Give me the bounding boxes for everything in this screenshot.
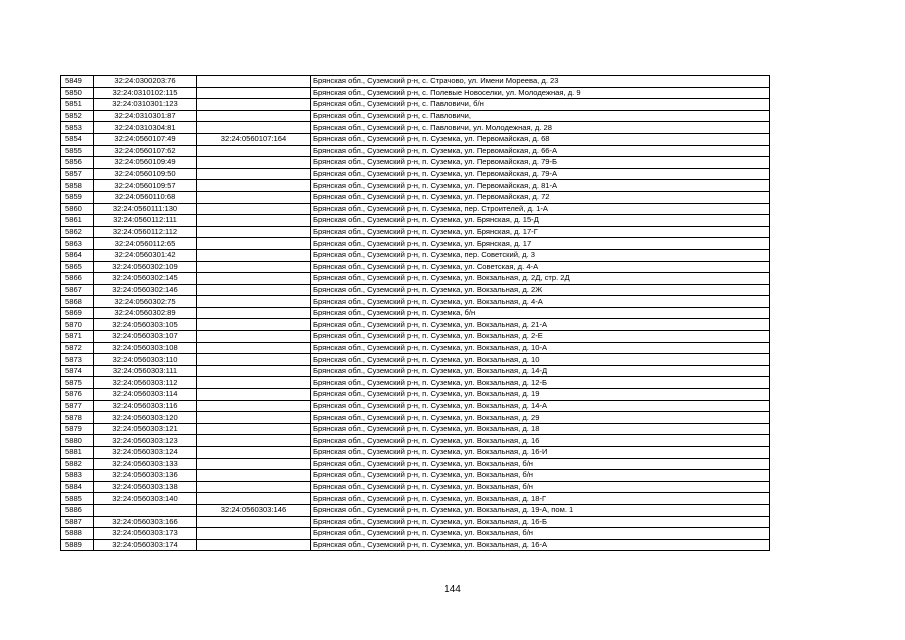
- address-cell: Брянская обл., Суземский р-н, п. Суземка, ул. Вокзальная, д. 21-А: [311, 319, 770, 331]
- cadastral-number-cell: 32:24:0560109:49: [94, 157, 197, 169]
- address-cell: Брянская обл., Суземский р-н, п. Суземка, ул. Вокзальная, д. 16: [311, 435, 770, 447]
- related-cadastral-number-cell: [197, 168, 311, 180]
- row-number-cell: 5876: [61, 389, 94, 401]
- table-row: [61, 284, 770, 296]
- related-cadastral-number-cell: [197, 122, 311, 134]
- related-cadastral-number-cell: [197, 191, 311, 203]
- table-row: [61, 87, 770, 99]
- row-number-cell: 5855: [61, 145, 94, 157]
- cadastral-number-cell: 32:24:0560302:75: [94, 296, 197, 308]
- table-row: [61, 145, 770, 157]
- address-cell: Брянская обл., Суземский р-н, п. Суземка, ул. Вокзальная, д. 2-Е: [311, 331, 770, 343]
- row-number-cell: 5859: [61, 191, 94, 203]
- related-cadastral-number-cell: [197, 447, 311, 459]
- cadastral-number-cell: 32:24:0560303:107: [94, 331, 197, 343]
- cadastral-number-cell: 32:24:0560303:108: [94, 342, 197, 354]
- address-cell: Брянская обл., Суземский р-н, п. Суземка, б/н: [311, 307, 770, 319]
- related-cadastral-number-cell: [197, 458, 311, 470]
- row-number-cell: 5867: [61, 284, 94, 296]
- table-row: [61, 528, 770, 540]
- table-row: [61, 157, 770, 169]
- cadastral-number-cell: 32:24:0310301:123: [94, 99, 197, 111]
- table-row: [61, 504, 770, 516]
- address-cell: Брянская обл., Суземский р-н, с. Страчово, ул. Имени Мореева, д. 23: [311, 76, 770, 88]
- related-cadastral-number-cell: [197, 215, 311, 227]
- cadastral-number-cell: 32:24:0560109:50: [94, 168, 197, 180]
- related-cadastral-number-cell: [197, 493, 311, 505]
- row-number-cell: 5886: [61, 504, 94, 516]
- row-number-cell: 5871: [61, 331, 94, 343]
- related-cadastral-number-cell: [197, 528, 311, 540]
- related-cadastral-number-cell: [197, 470, 311, 482]
- row-number-cell: 5861: [61, 215, 94, 227]
- cadastral-number-cell: 32:24:0560303:110: [94, 354, 197, 366]
- related-cadastral-number-cell: [197, 365, 311, 377]
- address-cell: Брянская обл., Суземский р-н, п. Суземка, ул. Вокзальная, д. 29: [311, 412, 770, 424]
- row-number-cell: 5862: [61, 226, 94, 238]
- table-row: [61, 342, 770, 354]
- row-number-cell: 5851: [61, 99, 94, 111]
- row-number-cell: 5874: [61, 365, 94, 377]
- related-cadastral-number-cell: [197, 331, 311, 343]
- table-row: [61, 389, 770, 401]
- address-cell: Брянская обл., Суземский р-н, п. Суземка, ул. Советская, д. 4-А: [311, 261, 770, 273]
- table-row: [61, 307, 770, 319]
- address-cell: Брянская обл., Суземский р-н, п. Суземка, ул. Первомайская, д. 79-Б: [311, 157, 770, 169]
- cadastral-number-cell: 32:24:0560303:111: [94, 365, 197, 377]
- row-number-cell: 5863: [61, 238, 94, 250]
- row-number-cell: 5884: [61, 481, 94, 493]
- related-cadastral-number-cell: [197, 76, 311, 88]
- address-cell: Брянская обл., Суземский р-н, п. Суземка, ул. Вокзальная, д. 16-Б: [311, 516, 770, 528]
- address-cell: Брянская обл., Суземский р-н, п. Суземка, ул. Вокзальная, д. 14-Д: [311, 365, 770, 377]
- cadastral-number-cell: 32:24:0560303:123: [94, 435, 197, 447]
- related-cadastral-number-cell: 32:24:0560303:146: [197, 504, 311, 516]
- related-cadastral-number-cell: [197, 539, 311, 551]
- related-cadastral-number-cell: [197, 110, 311, 122]
- address-cell: Брянская обл., Суземский р-н, с. Полевые Новоселки, ул. Молодежная, д. 9: [311, 87, 770, 99]
- table-row: [61, 273, 770, 285]
- related-cadastral-number-cell: [197, 284, 311, 296]
- table-row: [61, 539, 770, 551]
- cadastral-number-cell: 32:24:0560112:111: [94, 215, 197, 227]
- address-cell: Брянская обл., Суземский р-н, с. Павловичи, ул. Молодежная, д. 28: [311, 122, 770, 134]
- address-cell: Брянская обл., Суземский р-н, п. Суземка, ул. Брянская, д. 15-Д: [311, 215, 770, 227]
- row-number-cell: 5858: [61, 180, 94, 192]
- address-cell: Брянская обл., Суземский р-н, п. Суземка, ул. Вокзальная, д. 18: [311, 423, 770, 435]
- table-row: [61, 516, 770, 528]
- related-cadastral-number-cell: [197, 377, 311, 389]
- address-cell: Брянская обл., Суземский р-н, п. Суземка, ул. Вокзальная, б/н: [311, 481, 770, 493]
- registry-table-body: [61, 76, 770, 551]
- row-number-cell: 5869: [61, 307, 94, 319]
- cadastral-number-cell: 32:24:0560303:116: [94, 400, 197, 412]
- cadastral-number-cell: 32:24:0310304:81: [94, 122, 197, 134]
- address-cell: Брянская обл., Суземский р-н, п. Суземка, ул. Вокзальная, д. 4-А: [311, 296, 770, 308]
- row-number-cell: 5881: [61, 447, 94, 459]
- address-cell: Брянская обл., Суземский р-н, п. Суземка, ул. Первомайская, д. 79-А: [311, 168, 770, 180]
- address-cell: Брянская обл., Суземский р-н, с. Павловичи,: [311, 110, 770, 122]
- row-number-cell: 5878: [61, 412, 94, 424]
- related-cadastral-number-cell: [197, 435, 311, 447]
- address-cell: Брянская обл., Суземский р-н, п. Суземка, ул. Вокзальная, д. 19: [311, 389, 770, 401]
- cadastral-number-cell: 32:24:0560303:124: [94, 447, 197, 459]
- table-row: [61, 377, 770, 389]
- related-cadastral-number-cell: [197, 261, 311, 273]
- cadastral-number-cell: 32:24:0560303:166: [94, 516, 197, 528]
- related-cadastral-number-cell: [197, 238, 311, 250]
- row-number-cell: 5853: [61, 122, 94, 134]
- related-cadastral-number-cell: [197, 400, 311, 412]
- cadastral-number-cell: 32:24:0560303:140: [94, 493, 197, 505]
- related-cadastral-number-cell: 32:24:0560107:164: [197, 133, 311, 145]
- related-cadastral-number-cell: [197, 481, 311, 493]
- related-cadastral-number-cell: [197, 145, 311, 157]
- cadastral-number-cell: 32:24:0560303:121: [94, 423, 197, 435]
- table-row: [61, 296, 770, 308]
- address-cell: Брянская обл., Суземский р-н, п. Суземка, ул. Вокзальная, б/н: [311, 470, 770, 482]
- row-number-cell: 5873: [61, 354, 94, 366]
- row-number-cell: 5888: [61, 528, 94, 540]
- related-cadastral-number-cell: [197, 87, 311, 99]
- cadastral-number-cell: [94, 504, 197, 516]
- cadastral-number-cell: 32:24:0560303:138: [94, 481, 197, 493]
- address-cell: Брянская обл., Суземский р-н, п. Суземка, ул. Вокзальная, д. 2Ж: [311, 284, 770, 296]
- table-row: [61, 423, 770, 435]
- address-cell: Брянская обл., Суземский р-н, с. Павловичи, б/н: [311, 99, 770, 111]
- address-cell: Брянская обл., Суземский р-н, п. Суземка, ул. Вокзальная, б/н: [311, 528, 770, 540]
- cadastral-number-cell: 32:24:0560111:130: [94, 203, 197, 215]
- cadastral-number-cell: 32:24:0560110:68: [94, 191, 197, 203]
- address-cell: Брянская обл., Суземский р-н, п. Суземка, ул. Первомайская, д. 66-А: [311, 145, 770, 157]
- table-row: [61, 76, 770, 88]
- related-cadastral-number-cell: [197, 412, 311, 424]
- table-row: [61, 412, 770, 424]
- related-cadastral-number-cell: [197, 249, 311, 261]
- table-row: [61, 331, 770, 343]
- related-cadastral-number-cell: [197, 157, 311, 169]
- table-row: [61, 203, 770, 215]
- address-cell: Брянская обл., Суземский р-н, п. Суземка, ул. Первомайская, д. 68: [311, 133, 770, 145]
- cadastral-number-cell: 32:24:0560303:174: [94, 539, 197, 551]
- table-row: [61, 238, 770, 250]
- cadastral-number-cell: 32:24:0560302:109: [94, 261, 197, 273]
- table-row: [61, 122, 770, 134]
- cadastral-number-cell: 32:24:0560302:145: [94, 273, 197, 285]
- cadastral-number-cell: 32:24:0560109:57: [94, 180, 197, 192]
- cadastral-number-cell: 32:24:0560302:146: [94, 284, 197, 296]
- row-number-cell: 5883: [61, 470, 94, 482]
- cadastral-number-cell: 32:24:0310102:115: [94, 87, 197, 99]
- table-row: [61, 261, 770, 273]
- related-cadastral-number-cell: [197, 180, 311, 192]
- table-row: [61, 249, 770, 261]
- cadastral-number-cell: 32:24:0560107:62: [94, 145, 197, 157]
- row-number-cell: 5865: [61, 261, 94, 273]
- row-number-cell: 5880: [61, 435, 94, 447]
- table-row: [61, 226, 770, 238]
- table-row: [61, 493, 770, 505]
- related-cadastral-number-cell: [197, 389, 311, 401]
- row-number-cell: 5850: [61, 87, 94, 99]
- table-row: [61, 99, 770, 111]
- row-number-cell: 5849: [61, 76, 94, 88]
- row-number-cell: 5856: [61, 157, 94, 169]
- address-cell: Брянская обл., Суземский р-н, п. Суземка, ул. Вокзальная, д. 2Д, стр. 2Д: [311, 273, 770, 285]
- row-number-cell: 5882: [61, 458, 94, 470]
- cadastral-number-cell: 32:24:0560303:112: [94, 377, 197, 389]
- address-cell: Брянская обл., Суземский р-н, п. Суземка, ул. Вокзальная, д. 10: [311, 354, 770, 366]
- address-cell: Брянская обл., Суземский р-н, п. Суземка, ул. Вокзальная, д. 16-И: [311, 447, 770, 459]
- cadastral-number-cell: 32:24:0560301:42: [94, 249, 197, 261]
- table-row: [61, 133, 770, 145]
- address-cell: Брянская обл., Суземский р-н, п. Суземка, пер. Строителей, д. 1-А: [311, 203, 770, 215]
- cadastral-number-cell: 32:24:0560303:114: [94, 389, 197, 401]
- row-number-cell: 5860: [61, 203, 94, 215]
- table-row: [61, 458, 770, 470]
- row-number-cell: 5879: [61, 423, 94, 435]
- related-cadastral-number-cell: [197, 203, 311, 215]
- cadastral-number-cell: 32:24:0560107:49: [94, 133, 197, 145]
- table-row: [61, 354, 770, 366]
- table-row: [61, 481, 770, 493]
- address-cell: Брянская обл., Суземский р-н, п. Суземка, ул. Вокзальная, д. 16-А: [311, 539, 770, 551]
- related-cadastral-number-cell: [197, 516, 311, 528]
- cadastral-number-cell: 32:24:0560303:173: [94, 528, 197, 540]
- related-cadastral-number-cell: [197, 423, 311, 435]
- related-cadastral-number-cell: [197, 226, 311, 238]
- table-row: [61, 180, 770, 192]
- address-cell: Брянская обл., Суземский р-н, п. Суземка, ул. Брянская, д. 17-Г: [311, 226, 770, 238]
- row-number-cell: 5852: [61, 110, 94, 122]
- address-cell: Брянская обл., Суземский р-н, п. Суземка, ул. Вокзальная, д. 19-А, пом. 1: [311, 504, 770, 516]
- table-row: [61, 215, 770, 227]
- row-number-cell: 5870: [61, 319, 94, 331]
- row-number-cell: 5864: [61, 249, 94, 261]
- cadastral-number-cell: 32:24:0560303:133: [94, 458, 197, 470]
- row-number-cell: 5872: [61, 342, 94, 354]
- table-row: [61, 400, 770, 412]
- address-cell: Брянская обл., Суземский р-н, п. Суземка, ул. Брянская, д. 17: [311, 238, 770, 250]
- row-number-cell: 5857: [61, 168, 94, 180]
- address-cell: Брянская обл., Суземский р-н, п. Суземка, ул. Первомайская, д. 81-А: [311, 180, 770, 192]
- cadastral-number-cell: 32:24:0560112:112: [94, 226, 197, 238]
- address-cell: Брянская обл., Суземский р-н, п. Суземка, ул. Первомайская, д. 72: [311, 191, 770, 203]
- registry-table: [60, 75, 770, 551]
- address-cell: Брянская обл., Суземский р-н, п. Суземка, ул. Вокзальная, д. 14-А: [311, 400, 770, 412]
- cadastral-number-cell: 32:24:0560303:136: [94, 470, 197, 482]
- row-number-cell: 5887: [61, 516, 94, 528]
- row-number-cell: 5875: [61, 377, 94, 389]
- table-row: [61, 110, 770, 122]
- row-number-cell: 5885: [61, 493, 94, 505]
- address-cell: Брянская обл., Суземский р-н, п. Суземка, ул. Вокзальная, б/н: [311, 458, 770, 470]
- row-number-cell: 5854: [61, 133, 94, 145]
- related-cadastral-number-cell: [197, 342, 311, 354]
- row-number-cell: 5866: [61, 273, 94, 285]
- related-cadastral-number-cell: [197, 307, 311, 319]
- cadastral-number-cell: 32:24:0560303:105: [94, 319, 197, 331]
- row-number-cell: 5877: [61, 400, 94, 412]
- row-number-cell: 5868: [61, 296, 94, 308]
- table-row: [61, 447, 770, 459]
- cadastral-number-cell: 32:24:0560302:89: [94, 307, 197, 319]
- table-row: [61, 319, 770, 331]
- cadastral-number-cell: 32:24:0560112:65: [94, 238, 197, 250]
- row-number-cell: 5889: [61, 539, 94, 551]
- related-cadastral-number-cell: [197, 296, 311, 308]
- table-row: [61, 470, 770, 482]
- related-cadastral-number-cell: [197, 273, 311, 285]
- related-cadastral-number-cell: [197, 99, 311, 111]
- cadastral-number-cell: 32:24:0310301:87: [94, 110, 197, 122]
- table-row: [61, 365, 770, 377]
- cadastral-number-cell: 32:24:0560303:120: [94, 412, 197, 424]
- address-cell: Брянская обл., Суземский р-н, п. Суземка, пер. Советский, д. 3: [311, 249, 770, 261]
- address-cell: Брянская обл., Суземский р-н, п. Суземка, ул. Вокзальная, д. 18-Г: [311, 493, 770, 505]
- table-row: [61, 191, 770, 203]
- related-cadastral-number-cell: [197, 354, 311, 366]
- address-cell: Брянская обл., Суземский р-н, п. Суземка, ул. Вокзальная, д. 10-А: [311, 342, 770, 354]
- table-row: [61, 435, 770, 447]
- related-cadastral-number-cell: [197, 319, 311, 331]
- page-number: 144: [444, 584, 461, 595]
- address-cell: Брянская обл., Суземский р-н, п. Суземка, ул. Вокзальная, д. 12-Б: [311, 377, 770, 389]
- table-row: [61, 168, 770, 180]
- cadastral-number-cell: 32:24:0300203:76: [94, 76, 197, 88]
